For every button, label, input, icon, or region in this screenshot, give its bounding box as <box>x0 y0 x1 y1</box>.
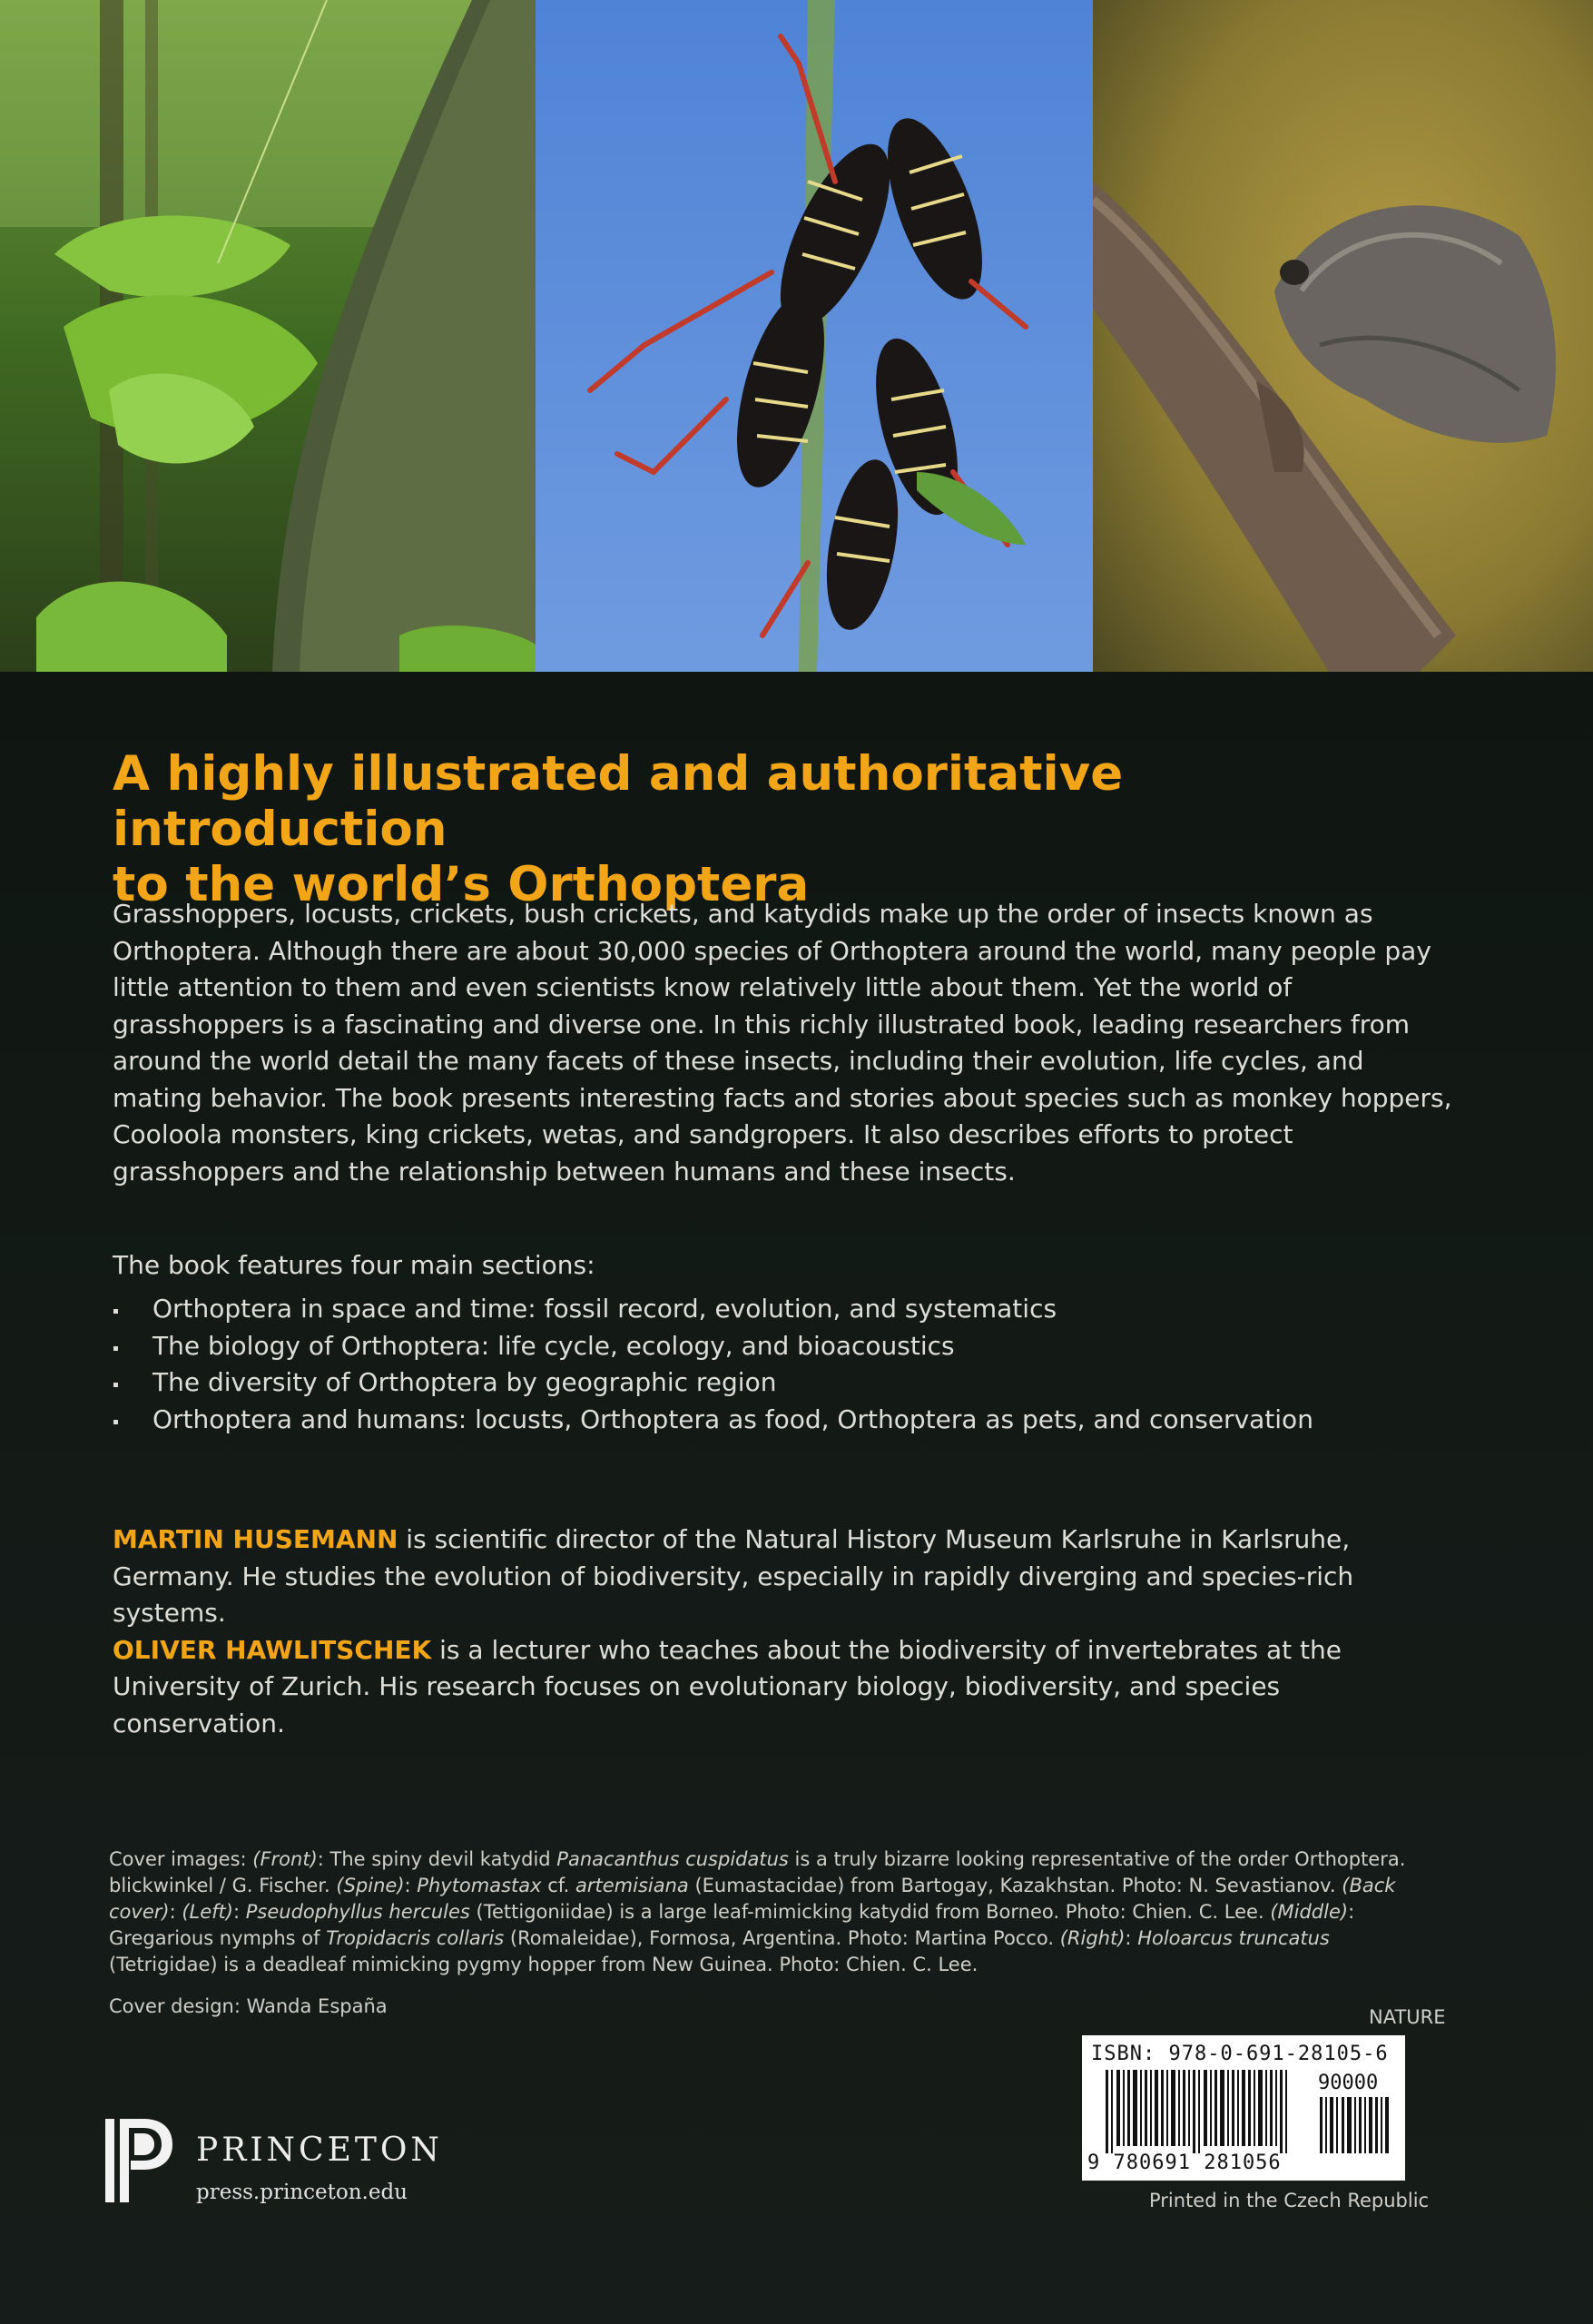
publisher-url[interactable]: press.princeton.edu <box>196 2181 408 2204</box>
barcode-ean-digits: 9 780691 281056 <box>1087 2152 1282 2174</box>
credits-text: (Eumastacidae) from Bartogay, Kazakhstan. Photo: N. Sevastianov. <box>688 1875 1342 1896</box>
credits-species: Panacanthus cuspidatus <box>556 1848 789 1870</box>
photo-pygmy-hopper <box>1093 0 1593 672</box>
credits-text: : <box>169 1901 182 1923</box>
credits-back-label: (Back cover) <box>109 1875 1396 1923</box>
headline-line-1: A highly illustrated and authoritative introduction <box>113 746 1124 857</box>
headline-line-2: to the world’s Orthoptera <box>113 857 810 912</box>
author-name-hawlitschek: OLIVER HAWLITSCHEK <box>113 1634 432 1665</box>
author-bio-husemann: is scientific director of the Natural History Museum Karlsruhe in Karlsruhe, Germany. He studies the evolution of biodiversity, especially in rapidly diverging and species-rich systems. <box>113 1524 1354 1628</box>
barcode-addon-digits: 90000 <box>1318 2072 1379 2094</box>
author-bios <box>113 1521 1456 1742</box>
credits-species: Tropidacris collaris <box>326 1927 505 1949</box>
author-bio-hawlitschek: is a lecturer who teaches about the biodiversity of invertebrates at the University of Zurich. His research focuses on evolutionary biology, biodiversity, and species conservation. <box>113 1634 1342 1738</box>
photo-leaf-katydid <box>0 0 536 672</box>
category-label: NATURE <box>1369 2006 1446 2028</box>
printed-in-note: Printed in the Czech Republic <box>1149 2190 1430 2211</box>
credits-middle-label: (Middle) <box>1270 1901 1349 1923</box>
feature-item: Orthoptera and humans: locusts, Orthoptera as food, Orthoptera as pets, and conservation <box>113 1402 1474 1439</box>
credits-text: : The spiny devil katydid <box>317 1848 557 1870</box>
features-intro: The book features four main sections: <box>113 1250 595 1280</box>
publisher-name: PRINCETON <box>196 2132 443 2169</box>
credits-text: : <box>404 1875 418 1896</box>
credits-right-label: (Right) <box>1059 1927 1126 1949</box>
book-description: Grasshoppers, locusts, crickets, bush crickets, and katydids make up the order of insects known as Orthoptera. Although there are about 30,000 species of Orthoptera around the world, many people pay little attention to them and even scientists know relatively little about them. Yet the world of grasshoppers is a fascinating and diverse one. In this richly illustrated book, leading researchers from around the world detail the many facets of these insects, including their evolution, life cycles, and mating behavior. The book presents interesting facts and stories about species such as monkey hoppers, Cooloola monsters, king crickets, wetas, and sandgropers. It also describes efforts to protect grasshoppers and the relationship between humans and these insects. <box>113 899 1452 1187</box>
credits-text: : <box>232 1901 246 1923</box>
cover-image-credits <box>109 1846 1443 1978</box>
headline <box>113 746 1474 912</box>
credits-text: : <box>1125 1927 1138 1949</box>
credits-species: artemisiana <box>575 1875 689 1896</box>
credits-text: (Romaleidae), Formosa, Argentina. Photo: Martina Pocco. <box>504 1927 1060 1949</box>
features-list <box>113 1291 1474 1438</box>
cover-design-credit: Cover design: Wanda España <box>109 1995 388 2017</box>
feature-item: The diversity of Orthoptera by geographic region <box>113 1364 1474 1402</box>
feature-item: The biology of Orthoptera: life cycle, ecology, and bioacoustics <box>113 1328 1474 1365</box>
credits-text: (Tettigoniidae) is a large leaf-mimicking katydid from Borneo. Photo: Chien. C. Lee. <box>469 1901 1271 1923</box>
princeton-logo-icon <box>103 2117 176 2208</box>
credits-species: Pseudophyllus hercules <box>245 1901 470 1923</box>
credits-species: Holoarcus truncatus <box>1137 1927 1330 1949</box>
credits-left-label: (Left) <box>182 1901 233 1923</box>
credits-front-label: (Front) <box>252 1848 318 1870</box>
credits-text: is a truly bizarre looking representative of the order Orthoptera. blickwinkel / G. Fischer. <box>109 1848 1406 1896</box>
back-cover-text-area <box>0 672 1593 2324</box>
photo-grasshopper-nymphs <box>536 0 1093 672</box>
credits-spine-label: (Spine) <box>336 1875 405 1896</box>
author-name-husemann: MARTIN HUSEMANN <box>113 1524 398 1554</box>
credits-text: : Gregarious nymphs of <box>109 1901 1355 1949</box>
feature-item: Orthoptera in space and time: fossil record, evolution, and systematics <box>113 1291 1474 1328</box>
isbn-barcode <box>1082 2035 1405 2181</box>
credits-text: (Tetrigidae) is a deadleaf mimicking pygmy hopper from New Guinea. Photo: Chien. C. Lee. <box>109 1954 978 1975</box>
credits-text: cf. <box>541 1875 576 1896</box>
credits-species: Phytomastax <box>417 1875 542 1896</box>
isbn-text: ISBN: 978-0-691-28105-6 <box>1091 2043 1389 2065</box>
credits-lead: Cover images: <box>109 1848 253 1870</box>
cover-photo-strip <box>0 0 1593 672</box>
